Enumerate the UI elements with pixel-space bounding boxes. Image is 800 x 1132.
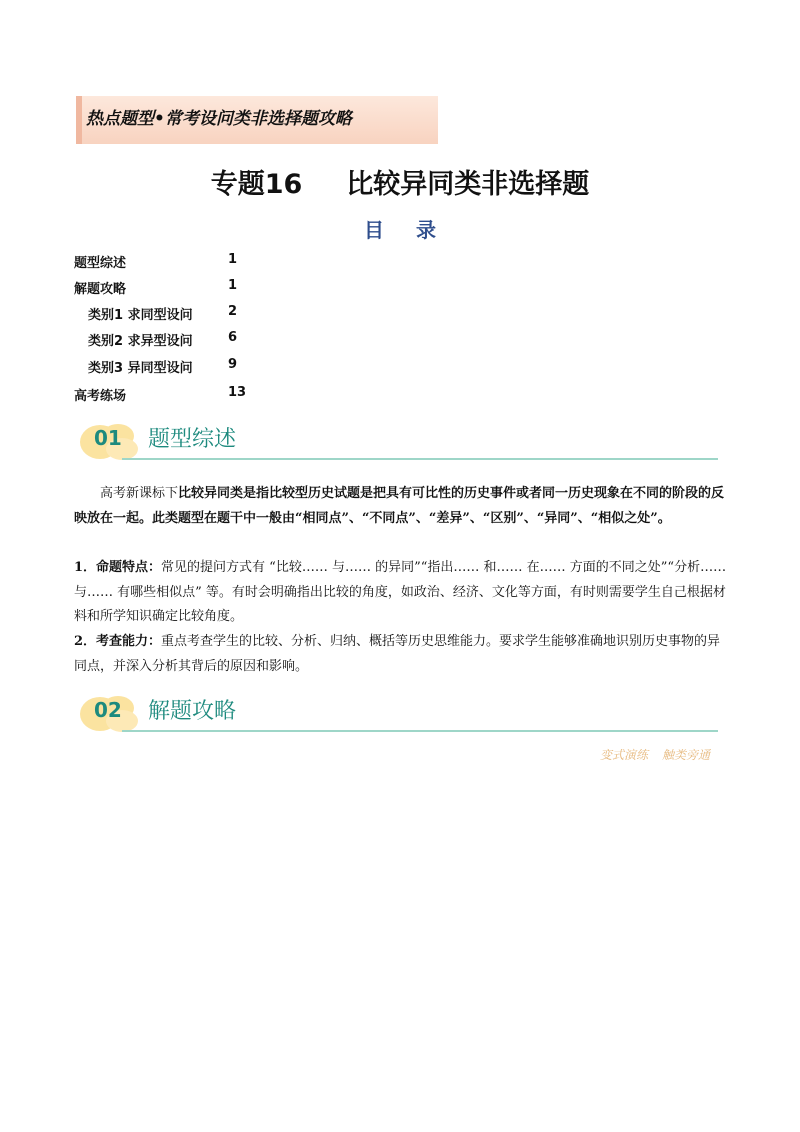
- toc-item-label: 高考练场: [74, 389, 127, 404]
- toc-item-page: 9: [228, 357, 238, 372]
- point-2-label: 2．考查能力：: [74, 634, 162, 649]
- tagline: [600, 746, 710, 763]
- toc-item-page: 6: [228, 330, 238, 345]
- toc-item-label: 类别3 异同型设问: [88, 361, 193, 376]
- point-1: [74, 556, 728, 630]
- banner-text: 热点题型•常考设问类非选择题攻略: [86, 109, 352, 129]
- tagline-b: 触类旁通: [662, 748, 711, 762]
- point-2: [74, 630, 728, 679]
- toc-item-page: 13: [228, 385, 247, 400]
- toc-item-label: 类别2 求异型设问: [88, 334, 193, 349]
- point-1-text: 常见的提问方式有 “比较…… 与…… 的异同”“指出…… 和…… 在…… 方面的不同之处”“分析…… 与…… 有哪些相似点” 等。有时会明确指出比较的角度，如政治、经济、文化等方面，有时则需要学生自己根据材料和所学知识确定比较角度。: [74, 560, 727, 624]
- toc-item-label: 题型综述: [74, 256, 127, 271]
- section-title: 题型综述: [148, 427, 237, 452]
- section-divider: [122, 730, 718, 732]
- section-number: 02: [94, 698, 122, 722]
- overview-paragraph: [74, 482, 728, 531]
- section-header-overview: [78, 420, 718, 464]
- toc-item-page: 1: [228, 252, 238, 267]
- overview-intro-bold: 比较异同类是指比较型历史试题是把具有可比性的历史事件或者同一历史现象在不同的阶段的反映放在一起。此类题型在题干中一般由“相同点”、“不同点”、“差异”、“区别”、“异同”、“相似之处”。: [74, 486, 725, 526]
- point-1-label: 1．命题特点：: [74, 560, 162, 575]
- section-divider: [122, 458, 718, 460]
- title-number: 专题16: [210, 169, 303, 200]
- section-number: 01: [94, 426, 122, 450]
- point-2-text: 重点考查学生的比较、分析、归纳、概括等历史思维能力。要求学生能够准确地识别历史事物的异同点，并深入分析其背后的原因和影响。: [74, 634, 721, 674]
- overview-intro-plain: 高考新课标下: [100, 486, 179, 501]
- toc-item-label: 解题攻略: [74, 282, 127, 297]
- toc-heading: 目录: [364, 218, 468, 242]
- toc-item-label: 类别1 求同型设问: [88, 308, 193, 323]
- tagline-a: 变式演练: [600, 748, 649, 762]
- title-text: 比较异同类非选择题: [346, 169, 590, 200]
- section-title: 解题攻略: [148, 699, 237, 724]
- page-title: [0, 162, 800, 201]
- section-header-strategy: [78, 692, 718, 736]
- toc-item-page: 2: [228, 304, 238, 319]
- toc-item-page: 1: [228, 278, 238, 293]
